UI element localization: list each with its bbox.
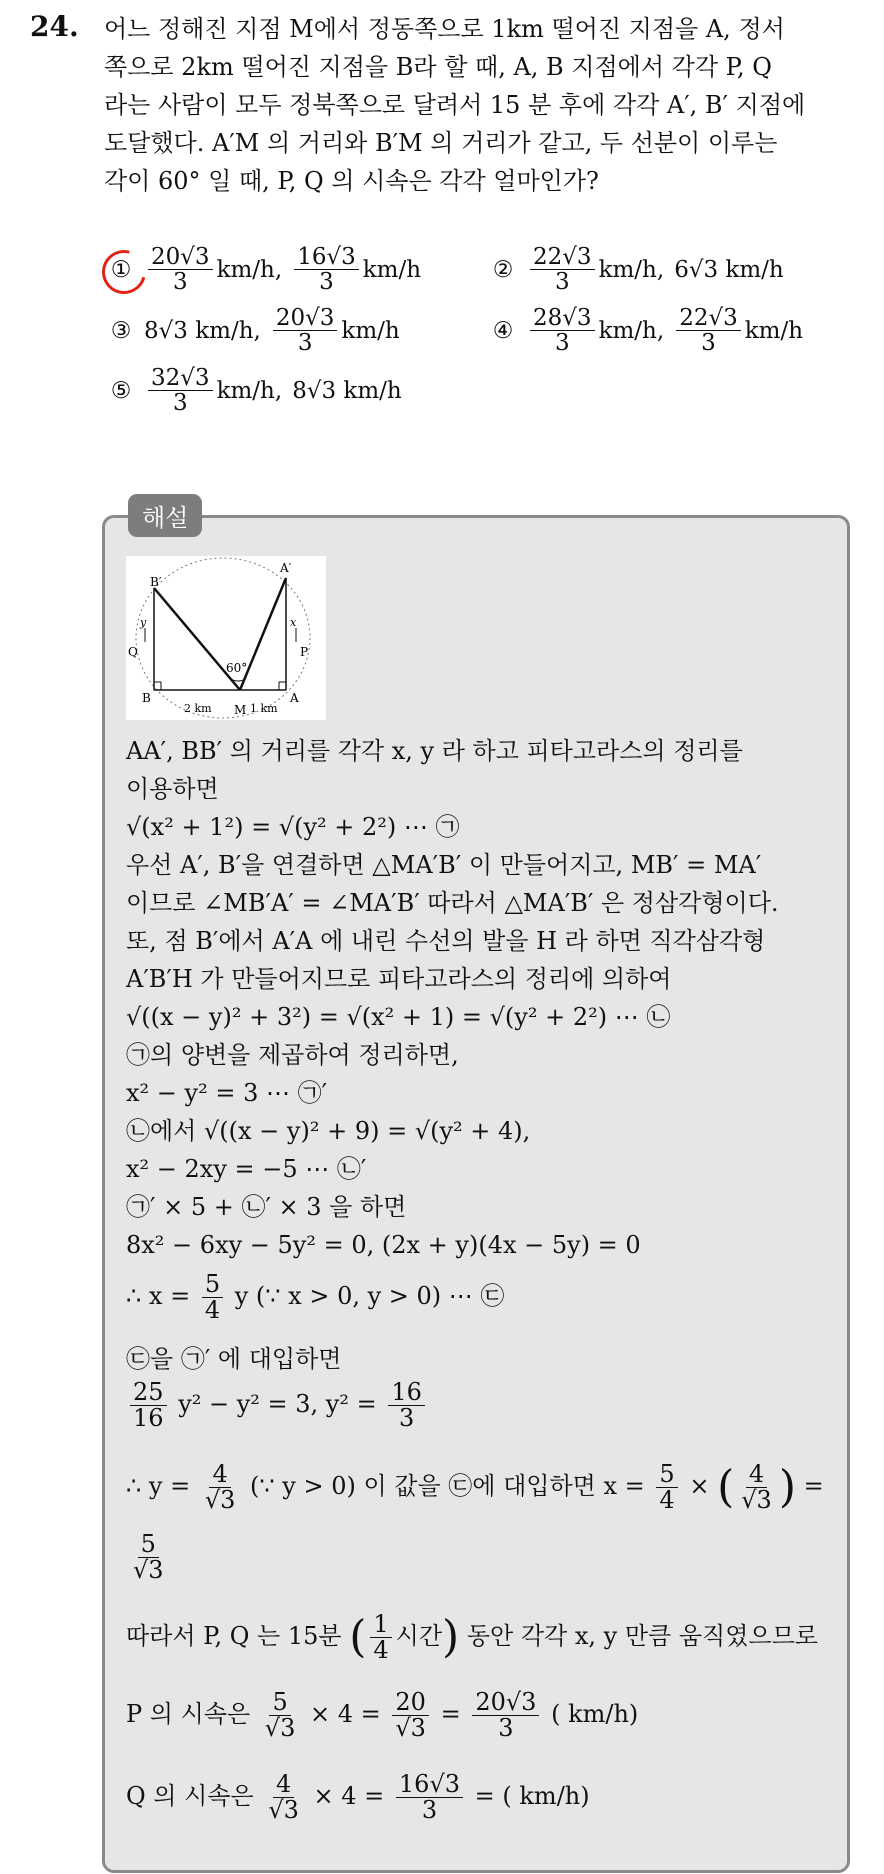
label-b: B: [142, 691, 151, 705]
solution-line: 또, 점 B′에서 A′A 에 내린 수선의 발을 H 라 하면 직각삼각형: [126, 927, 766, 955]
label-p: P: [300, 645, 309, 659]
solution-line: 따라서 P, Q 는 15분 ( $\frac{1}{4}$ 시간) 동안 각각 x, y 만큼 움직였으므로: [126, 1610, 818, 1665]
solution-line: x² − 2xy = −5 ⋯ ㉡′: [126, 1155, 367, 1183]
solution-line: ∴ x = $\frac{5}{4}$ y (∵ x > 0, y > 0) ⋯ ㉢: [126, 1270, 505, 1325]
label-y: y: [140, 616, 147, 629]
solution-line: ㉠′ × 5 + ㉡′ × 3 을 하면: [126, 1193, 407, 1221]
label-q: Q: [128, 645, 138, 659]
solution-figure: [126, 556, 326, 720]
unit: km/h,: [216, 256, 283, 283]
solution-line: 이용하면: [126, 775, 219, 803]
option-4[interactable]: [490, 306, 803, 355]
fraction: $\frac{20√3}{3}$: [273, 306, 338, 355]
question-number: 24.: [30, 10, 79, 43]
fraction: $\frac{4}{√3}$: [204, 1460, 236, 1515]
question-line: 쪽으로 2km 떨어진 지점을 B라 할 때, A, B 지점에서 각각 P, Q: [104, 53, 772, 81]
question-line: 도달했다. A′M 의 거리와 B′M 의 거리가 같고, 두 선분이 이루는: [104, 129, 778, 157]
solution-line: 이므로 ∠MB′A′ = ∠MA′B′ 따라서 △MA′B′ 은 정삼각형이다.: [126, 889, 779, 917]
right-angle-a: [279, 682, 286, 690]
option-mark: ④: [492, 317, 514, 344]
fraction: $\frac{20}{√3}$: [392, 1690, 429, 1741]
option-2[interactable]: [490, 245, 784, 294]
option-value: 8√3 km/h: [292, 377, 402, 404]
solution-line: 우선 A′, B′을 연결하면 △MA′B′ 이 만들어지고, MB′ = MA′: [126, 851, 762, 879]
label-x: x: [290, 616, 297, 629]
label-dist-ma: 1 km: [250, 702, 278, 715]
option-mark: ②: [492, 256, 514, 283]
option-mark: ③: [110, 317, 132, 344]
fraction: $\frac{22√3}{3}$: [676, 306, 741, 355]
fraction: $\frac{16}{3}$: [388, 1380, 425, 1431]
right-angle-b: [154, 682, 161, 690]
solution-line: ㉢을 ㉠′ 에 대입하면: [126, 1345, 342, 1373]
solution-line: √((x − y)² + 3²) = √(x² + 1) = √(y² + 2²) ⋯ ㉡: [126, 1003, 671, 1031]
fraction: $\frac{28√3}{3}$: [530, 306, 595, 355]
fraction: $\frac{5}{4}$: [656, 1462, 677, 1513]
solution-line: ㉡에서 √((x − y)² + 9) = √(y² + 4),: [126, 1117, 531, 1145]
solution-line: √(x² + 1²) = √(y² + 2²) ⋯ ㉠: [126, 813, 460, 841]
fraction: $\frac{5}{√3}$: [264, 1688, 296, 1743]
unit: km/h: [341, 317, 400, 344]
option-value: 6√3 km/h: [674, 256, 784, 283]
label-dist-bm: 2 km: [184, 702, 212, 715]
fraction: $\frac{32√3}{3}$: [148, 366, 213, 415]
fraction: $\frac{4}{√3}$: [741, 1460, 772, 1515]
option-5[interactable]: [108, 366, 402, 415]
solution-line: A′B′H 가 만들어지므로 피타고라스의 정리에 의하여: [126, 965, 672, 993]
fraction: $\frac{5}{4}$: [202, 1272, 223, 1323]
option-value: 8√3 km/h,: [144, 317, 261, 344]
fraction: $\frac{1}{4}$: [370, 1612, 391, 1663]
geometry-diagram: [126, 556, 326, 720]
fraction: $\frac{20√3}{3}$: [472, 1690, 539, 1741]
fraction: $\frac{5}{√3}$: [133, 1530, 164, 1585]
question-line: 어느 정해진 지점 M에서 정동쪽으로 1km 떨어진 지점을 A, 정서: [104, 15, 785, 43]
unit: km/h: [744, 317, 804, 344]
label-a-prime: A′: [280, 561, 292, 575]
unit: km/h,: [598, 256, 665, 283]
option-3[interactable]: [108, 306, 400, 355]
label-angle: 60°: [226, 661, 248, 675]
solution-line: 8x² − 6xy − 5y² = 0, (2x + y)(4x − 5y) = 0: [126, 1231, 641, 1259]
question-line: 라는 사람이 모두 정북쪽으로 달려서 15 분 후에 각각 A′, B′ 지점에: [104, 91, 806, 119]
option-mark: ①: [110, 256, 132, 283]
solution-line: P 의 시속은 $\frac{5}{√3}$ × 4 = $\frac{20}{√3}$ = $\frac{20√3}{3}$ ( km/h): [126, 1688, 639, 1743]
solution-line: ∴ y = $\frac{4}{√3}$ (∵ y > 0) 이 값을 ㉢에 대입하면 x = $\frac{5}{4}$ × ( $\frac{4}{√3}$ ) =: [126, 1460, 824, 1515]
solution-line: x² − y² = 3 ⋯ ㉠′: [126, 1079, 328, 1107]
unit: km/h,: [216, 377, 283, 404]
solution-line: $\frac{25}{16}$ y² − y² = 3, y² = $\frac{16}{3}$: [126, 1380, 836, 1431]
fraction: $\frac{25}{16}$: [130, 1380, 167, 1431]
solution-line: AA′, BB′ 의 거리를 각각 x, y 라 하고 피타고라스의 정리를: [126, 737, 743, 765]
solution-tag: 해설: [128, 494, 202, 537]
question-text: [104, 10, 864, 200]
unit: km/h,: [598, 317, 665, 344]
label-m: M: [234, 703, 247, 717]
solution-line: ㉠의 양변을 제곱하여 정리하면,: [126, 1041, 459, 1069]
fraction: $\frac{16√3}{3}$: [396, 1772, 463, 1823]
fraction: $\frac{20√3}{3}$: [148, 245, 213, 294]
fraction: $\frac{4}{√3}$: [268, 1770, 299, 1825]
solution-line: Q 의 시속은 $\frac{4}{√3}$ × 4 = $\frac{16√3}{3}$ = ( km/h): [126, 1770, 590, 1825]
solution-line: [126, 1532, 836, 1583]
question-line: 각이 60° 일 때, P, Q 의 시속은 각각 얼마인가?: [104, 167, 599, 195]
label-a: A: [290, 691, 299, 705]
label-b-prime: B′: [150, 575, 162, 589]
option-mark: ⑤: [110, 377, 132, 404]
fraction: $\frac{16√3}{3}$: [294, 245, 359, 294]
unit: km/h: [362, 256, 422, 283]
fraction: $\frac{22√3}{3}$: [530, 245, 595, 294]
option-1[interactable]: [108, 245, 421, 294]
